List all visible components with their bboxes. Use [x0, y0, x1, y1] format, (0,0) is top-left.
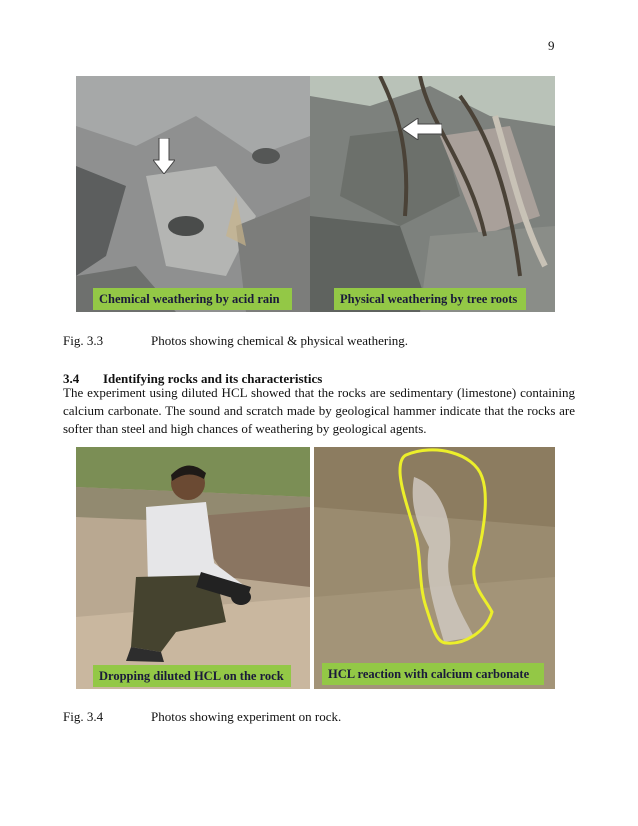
section-title: Identifying rocks and its characteristics [103, 371, 323, 386]
photo-physical-weathering [310, 76, 555, 312]
left-arrow-icon [402, 118, 442, 140]
figure-3-4-number: Fig. 3.4 [63, 709, 104, 724]
photo-chemical-weathering [76, 76, 310, 312]
label-dropping-hcl: Dropping diluted HCL on the rock [93, 665, 291, 687]
page-number: 9 [548, 38, 555, 53]
section-number: 3.4 [63, 371, 80, 386]
label-chemical-weathering: Chemical weathering by acid rain [93, 288, 292, 310]
figure-3-4-text: Photos showing experiment on rock. [151, 709, 342, 724]
section-body: The experiment using diluted HCL showed that the rocks are sedimentary (limestone) containing calcium carbonate. The sound and scratch made by geological hammer indicate that the rocks are softer than steel and high chances of weathering by geological agents. [63, 385, 575, 436]
photo-dropping-hcl [76, 447, 310, 689]
photo-hcl-reaction [314, 447, 555, 689]
label-physical-weathering: Physical weathering by tree roots [334, 288, 526, 310]
figure-3-4-caption [63, 709, 563, 727]
down-arrow-icon [153, 138, 175, 174]
figure-3-3-number: Fig. 3.3 [63, 333, 104, 348]
label-hcl-reaction: HCL reaction with calcium carbonate [322, 663, 544, 685]
figure-3-3-caption [63, 333, 563, 351]
figure-3-3-text: Photos showing chemical & physical weathering. [151, 333, 409, 348]
